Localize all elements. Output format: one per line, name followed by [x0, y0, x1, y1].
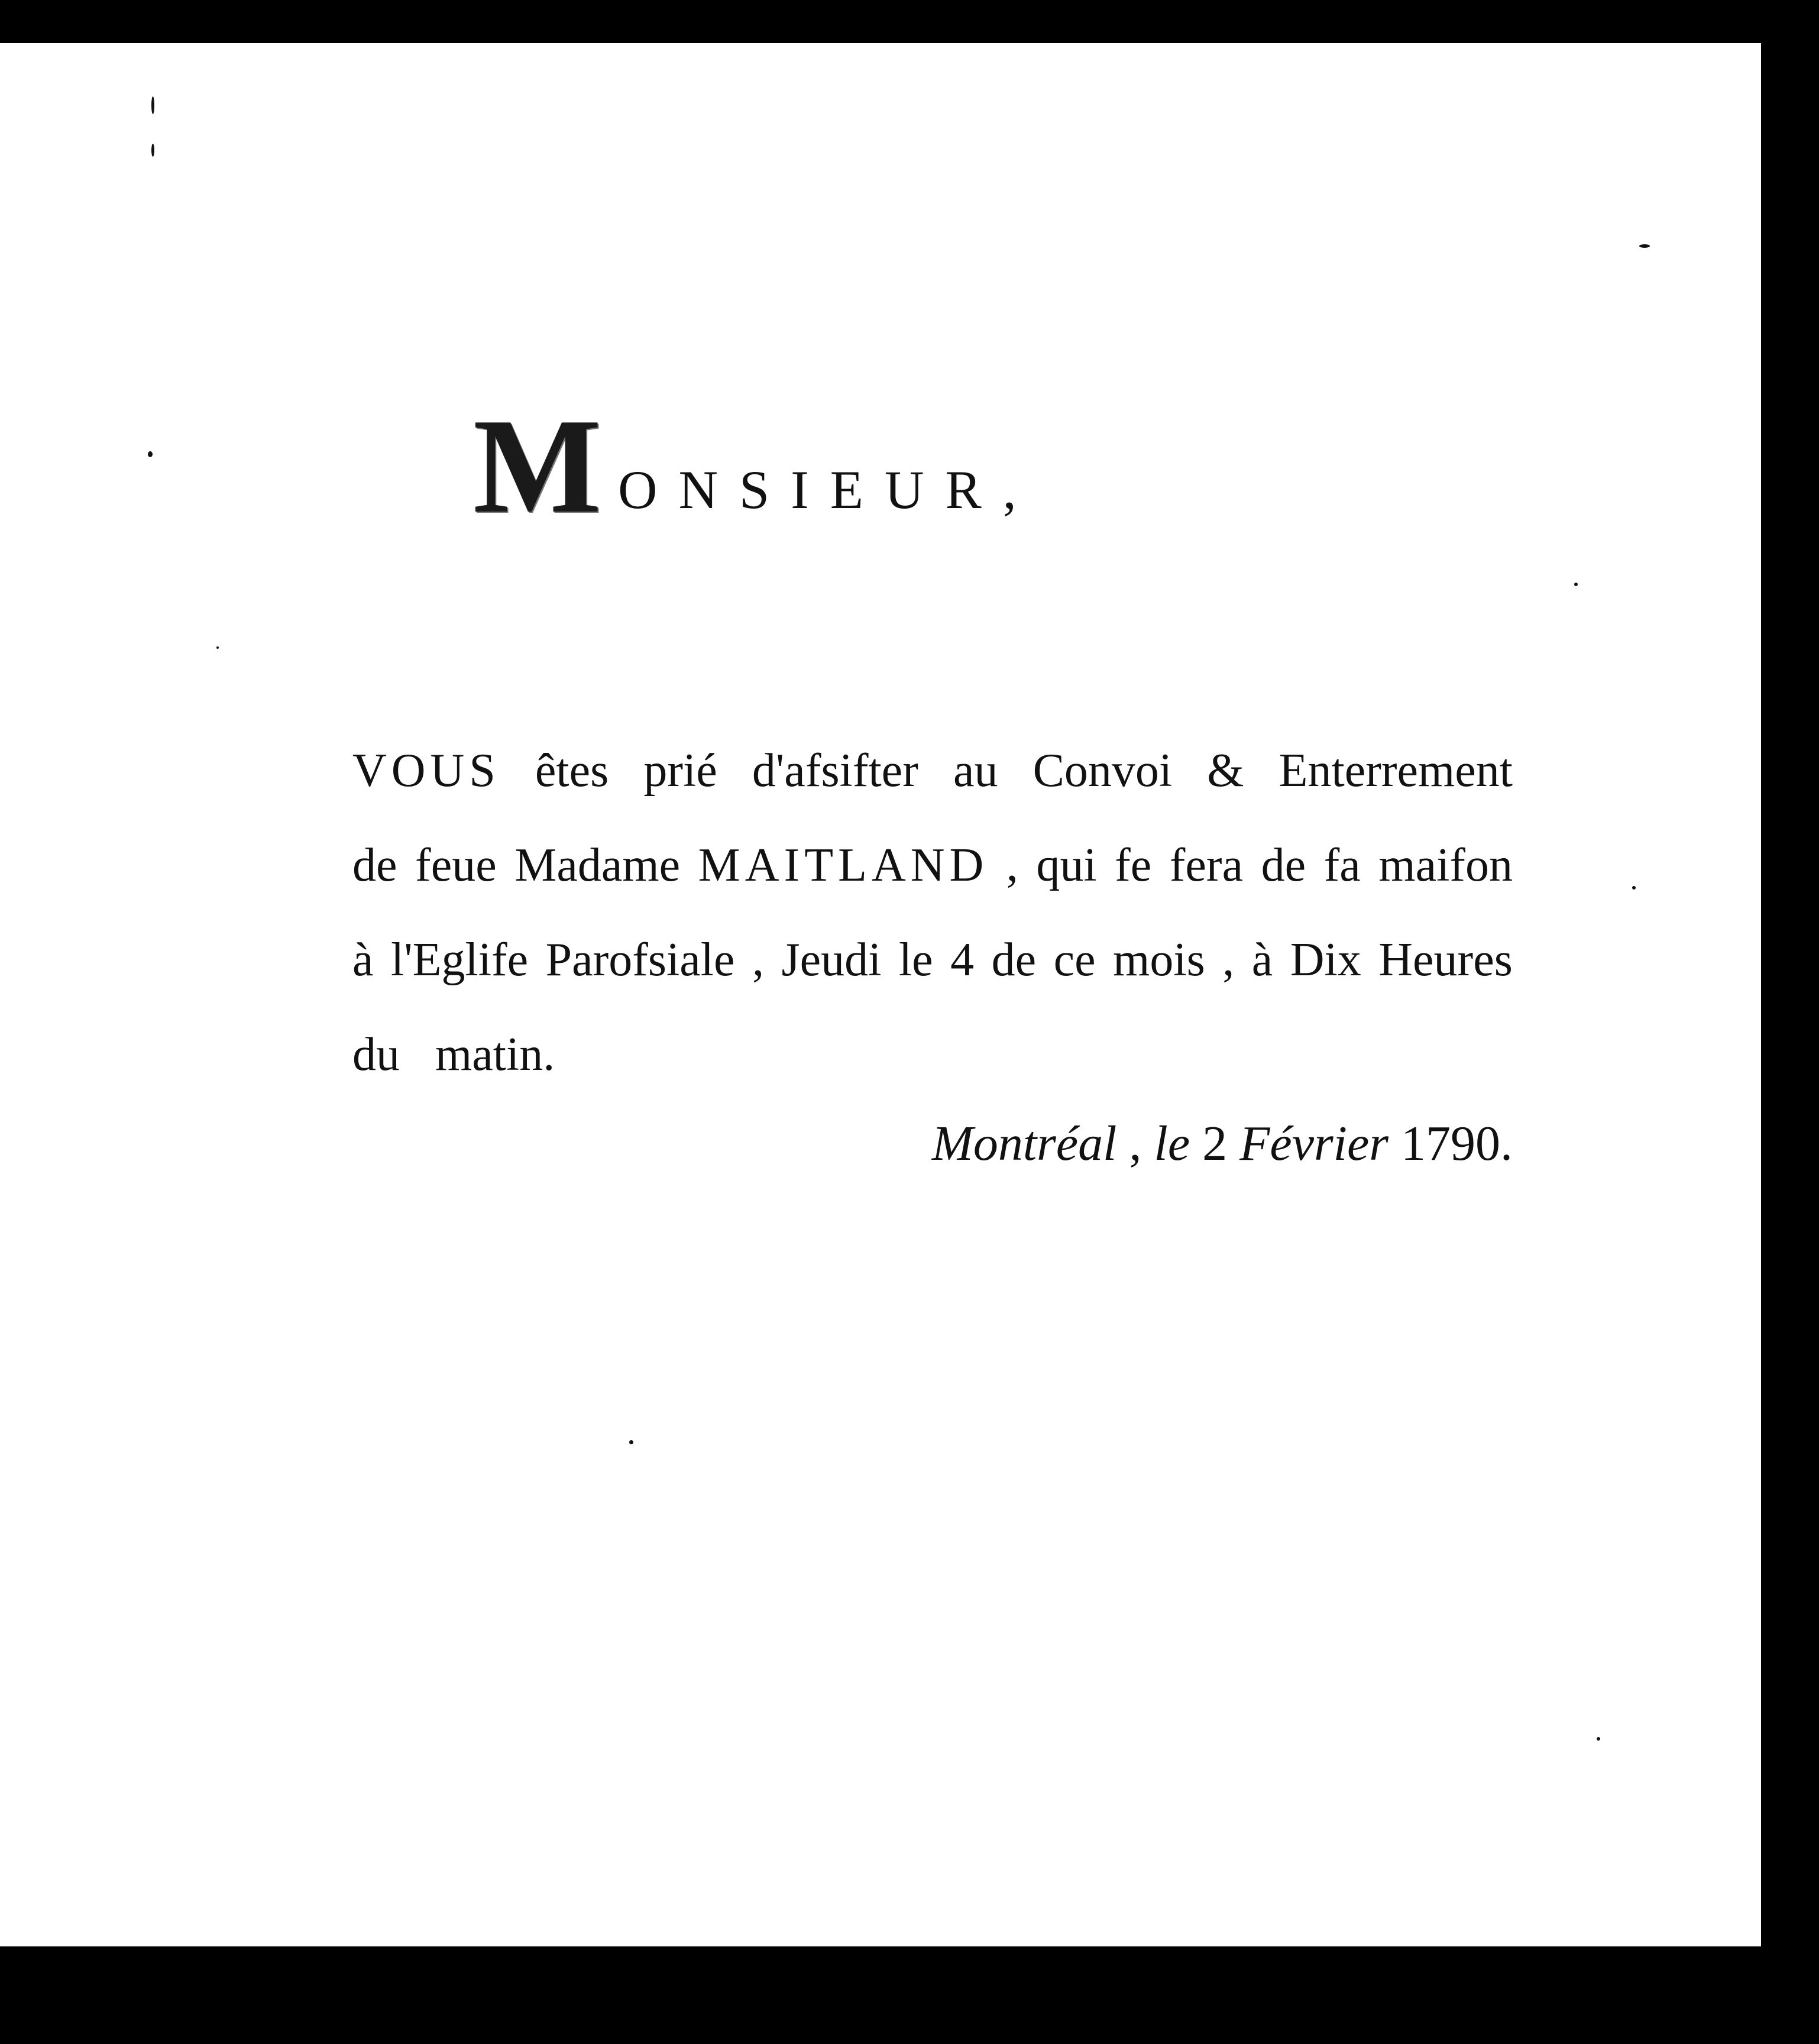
body-line: [352, 913, 1513, 1007]
body-word: à: [1251, 934, 1273, 986]
body-word: 4: [950, 934, 975, 986]
body-word: VOUS: [352, 745, 500, 797]
body-word: êtes: [535, 745, 609, 797]
ink-speck: [1632, 886, 1636, 890]
ink-speck: [148, 451, 153, 457]
body-word: ,: [1006, 839, 1018, 891]
body-word: Parofsiale: [545, 934, 735, 986]
dateline-day: 2: [1202, 1116, 1228, 1171]
body-word: l'Eglife: [391, 934, 529, 986]
ink-speck: [151, 96, 154, 114]
ink-speck: [1639, 244, 1650, 248]
body-word: feue: [415, 839, 497, 891]
body-word: le: [898, 934, 933, 986]
salutation-text: ONSIEUR,: [618, 460, 1038, 520]
body-word: matin.: [435, 1029, 555, 1081]
salutation: [473, 386, 1038, 541]
body-word: qui: [1036, 839, 1097, 891]
dateline-le: le: [1154, 1116, 1190, 1171]
body-word: MAITLAND: [698, 839, 989, 891]
document-page: [0, 43, 1761, 1946]
body-word: fera: [1169, 839, 1244, 891]
body-word: Enterrement: [1279, 745, 1513, 797]
body-word: ,: [752, 934, 765, 986]
body-word: &: [1207, 745, 1244, 797]
body-line: [352, 723, 1513, 818]
salutation-drop-cap: M: [473, 390, 602, 541]
ink-speck: [1597, 1737, 1600, 1741]
body-word: Dix: [1290, 934, 1361, 986]
body-word: d'afsifter: [752, 745, 918, 797]
body-word: de: [1261, 839, 1306, 891]
body-word: de: [352, 839, 397, 891]
dateline-comma: ,: [1129, 1116, 1142, 1171]
ink-speck: [1574, 583, 1578, 586]
dateline-place: Montréal: [931, 1116, 1117, 1171]
body-word: au: [953, 745, 998, 797]
body-word: de: [991, 934, 1037, 986]
body-word: prié: [643, 745, 717, 797]
body-word: Madame: [514, 839, 681, 891]
body-word: Heures: [1378, 934, 1513, 986]
dateline-month: Février: [1239, 1116, 1388, 1171]
body-word: mois: [1113, 934, 1205, 986]
dateline: [932, 1115, 1513, 1172]
body-word: Convoi: [1033, 745, 1173, 797]
letter-body: [352, 723, 1513, 1102]
dateline-year: 1790.: [1401, 1116, 1513, 1171]
ink-speck: [629, 1440, 633, 1444]
body-word: Jeudi: [781, 934, 882, 986]
ink-speck: [216, 646, 219, 649]
body-word: fa: [1323, 839, 1361, 891]
body-line: [352, 1007, 1513, 1102]
body-word: ,: [1222, 934, 1235, 986]
body-line: [352, 818, 1513, 913]
body-word: ce: [1053, 934, 1096, 986]
body-word: à: [352, 934, 374, 986]
body-word: fe: [1115, 839, 1152, 891]
ink-speck: [151, 144, 154, 157]
body-word: maifon: [1378, 839, 1513, 891]
body-word: du: [352, 1029, 400, 1081]
